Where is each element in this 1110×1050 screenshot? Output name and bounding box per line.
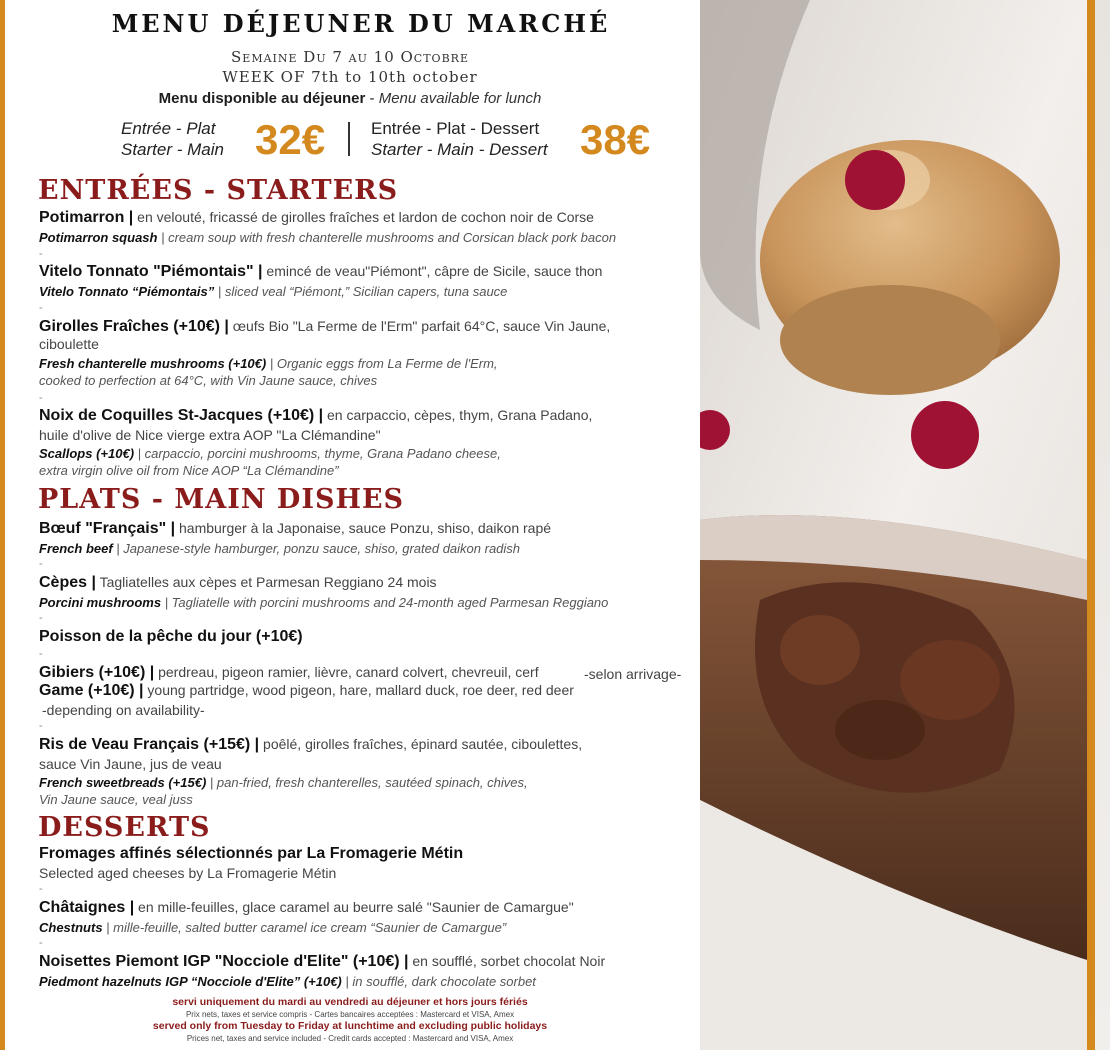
separator: - xyxy=(39,392,43,404)
dish-desc: poêlé, girolles fraîches, épinard sautée, ciboulettes, xyxy=(259,736,583,752)
separator: - xyxy=(39,648,43,660)
dish-title-en: French beef xyxy=(39,541,113,556)
main-4-fr xyxy=(39,664,539,682)
formula-2-price: 38€ xyxy=(580,116,651,163)
availability-sep: - xyxy=(365,90,379,107)
formula-1-en: Starter - Main xyxy=(121,140,224,159)
separator: - xyxy=(39,937,43,949)
dish-title: Ris de Veau Français (+15€) | xyxy=(39,736,260,753)
dish-desc-en: | sliced veal “Piémont,” Sicilian capers, tuna sauce xyxy=(214,284,508,299)
dessert-2-en xyxy=(39,919,506,935)
dish-desc-en: | pan-fried, fresh chanterelles, sautéed spinach, chives, xyxy=(206,775,528,790)
dessert-3-en xyxy=(39,973,536,989)
week-fr: Semaine Du 7 au 10 Octobre xyxy=(231,48,469,66)
dish-desc-en: | cream soup with fresh chanterelle mushrooms and Corsican black pork bacon xyxy=(157,230,617,245)
dish-title: Gibiers (+10€) | xyxy=(39,664,155,681)
starter-4-fr-cont: huile d'olive de Nice vierge extra AOP "La Clémandine" xyxy=(39,427,381,443)
starter-1-fr xyxy=(39,209,594,227)
availability-fr: Menu disponible au déjeuner xyxy=(158,90,366,107)
availability xyxy=(0,90,700,107)
dish-title: Girolles Fraîches (+10€) | xyxy=(39,318,229,335)
formula-2-fr: Entrée - Plat - Dessert xyxy=(371,119,540,138)
main-4-en-note: -depending on availability- xyxy=(42,702,205,718)
dish-desc-en: | Japanese-style hamburger, ponzu sauce, shiso, grated daikon radish xyxy=(112,541,521,556)
footer-en: served only from Tuesday to Friday at lunchtime and excluding public holidays xyxy=(152,1020,548,1032)
footer-en-small: Prices net, taxes and service included - Credit cards accepted : Mastercard and VISA, Amex xyxy=(186,1034,514,1043)
dish-desc-en: | carpaccio, porcini mushrooms, thyme, Grana Padano cheese, xyxy=(134,446,501,461)
main-5-en-cont: Vin Jaune sauce, veal juss xyxy=(39,792,193,807)
footer-fr: servi uniquement du mardi au vendredi au déjeuner et hors jours fériés xyxy=(172,996,528,1008)
main-4-fr-note: -selon arrivage- xyxy=(584,666,682,682)
dessert-2-fr xyxy=(39,899,574,917)
dish-title-en: Fresh chanterelle mushrooms (+10€) xyxy=(39,356,267,371)
dish-title: Fromages affinés sélectionnés par La Fromagerie Métin xyxy=(39,845,464,862)
dish-desc: œufs Bio "La Ferme de l'Erm" parfait 64°C, sauce Vin Jaune, xyxy=(228,318,611,334)
dish-title: Noisettes Piemont IGP "Nocciole d'Elite" (+10€) | xyxy=(39,953,409,970)
separator: - xyxy=(39,558,43,570)
formula-1-fr: Entrée - Plat xyxy=(121,119,216,138)
starter-3-fr xyxy=(39,318,610,336)
dessert-photo xyxy=(700,0,1087,1050)
section-desserts: DESSERTS xyxy=(38,812,211,843)
dish-title-en: Game (+10€) | xyxy=(39,682,144,699)
main-5-en xyxy=(39,774,528,790)
dish-desc: en mille-feuilles, glace caramel au beurre salé "Saunier de Camargue" xyxy=(134,899,574,915)
dessert-1-fr xyxy=(39,845,463,863)
main-4-en xyxy=(39,682,574,700)
dish-desc: en velouté, fricassé de girolles fraîches et lardon de cochon noir de Corse xyxy=(133,209,594,225)
dessert-3-fr xyxy=(39,953,605,971)
starter-3-fr-cont: ciboulette xyxy=(39,336,99,352)
dish-title: Noix de Coquilles St-Jacques (+10€) | xyxy=(39,407,324,424)
menu-title: MENU DÉJEUNER DU MARCHÉ xyxy=(111,9,611,38)
right-border xyxy=(1087,0,1095,1050)
section-mains: PLATS - MAIN DISHES xyxy=(38,484,405,515)
separator: - xyxy=(39,612,43,624)
starter-4-en-cont: extra virgin olive oil from Nice AOP “La Clémandine” xyxy=(39,463,339,478)
section-starters: ENTRÉES - STARTERS xyxy=(38,175,399,206)
formula-2-en: Starter - Main - Dessert xyxy=(371,140,548,159)
footer-fr-small: Prix nets, taxes et service compris - Cartes bancaires acceptées : Mastercard et VISA, Amex xyxy=(185,1010,515,1019)
dish-desc-en: young partridge, wood pigeon, hare, mallard duck, roe deer, red deer xyxy=(143,682,574,698)
starter-2-fr xyxy=(39,263,602,281)
separator: - xyxy=(39,883,43,895)
dish-title: Poisson de la pêche du jour (+10€) xyxy=(39,628,303,645)
main-5-fr-cont: sauce Vin Jaune, jus de veau xyxy=(39,756,222,772)
dish-desc: en soufflé, sorbet chocolat Noir xyxy=(408,953,606,969)
main-2-en xyxy=(39,594,608,610)
main-1-fr xyxy=(39,520,551,538)
starter-4-en xyxy=(39,445,501,461)
starter-2-en xyxy=(39,283,507,299)
starter-4-fr xyxy=(39,407,592,425)
starter-1-en xyxy=(39,229,616,245)
formula-1-price: 32€ xyxy=(255,116,326,163)
starter-3-en-cont: cooked to perfection at 64°C, with Vin Jaune sauce, chives xyxy=(39,373,378,388)
price-divider xyxy=(348,122,350,156)
main-5-fr xyxy=(39,736,582,754)
dish-title-en: Potimarron squash xyxy=(39,230,158,245)
week-en: WEEK OF 7th to 10th october xyxy=(222,68,478,86)
dish-desc: Tagliatelles aux cèpes et Parmesan Reggiano 24 mois xyxy=(95,574,437,590)
dish-desc: emincé de veau"Piémont", câpre de Sicile, sauce thon xyxy=(262,263,603,279)
dish-desc: perdreau, pigeon ramier, lièvre, canard colvert, chevreuil, cerf xyxy=(154,664,539,680)
dish-title-en: Vitelo Tonnato “Piémontais” xyxy=(39,284,215,299)
dish-title: Châtaignes | xyxy=(39,899,135,916)
dish-desc: hamburger à la Japonaise, sauce Ponzu, shiso, daikon rapé xyxy=(175,520,552,536)
dish-desc-en: | Organic eggs from La Ferme de l'Erm, xyxy=(266,356,498,371)
formula-2 xyxy=(371,118,691,164)
main-1-en xyxy=(39,540,520,556)
dish-desc-en: | in soufflé, dark chocolate sorbet xyxy=(341,974,536,989)
dessert-1-en: Selected aged cheeses by La Fromagerie Métin xyxy=(39,865,337,881)
main-2-fr xyxy=(39,574,437,592)
main-3-fr xyxy=(39,628,303,646)
dish-title: Cèpes | xyxy=(39,574,96,591)
dish-title-en: Piedmont hazelnuts IGP “Nocciole d'Elite” (+10€) xyxy=(39,974,342,989)
dish-title: Potimarron | xyxy=(39,209,134,226)
dish-title-en: Porcini mushrooms xyxy=(39,595,162,610)
dish-title-en: French sweetbreads (+15€) xyxy=(39,775,207,790)
availability-en: Menu available for lunch xyxy=(378,90,542,107)
starter-3-en xyxy=(39,355,498,371)
dish-title-en: Chestnuts xyxy=(39,920,103,935)
formula-1 xyxy=(121,118,361,164)
dish-title: Bœuf "Français" | xyxy=(39,520,176,537)
separator: - xyxy=(39,302,43,314)
dish-desc-en: | Tagliatelle with porcini mushrooms and 24-month aged Parmesan Reggiano xyxy=(161,595,609,610)
dish-desc-en: | mille-feuille, salted butter caramel ice cream “Saunier de Camargue” xyxy=(102,920,507,935)
photo-edge xyxy=(1095,0,1110,1050)
dish-desc: en carpaccio, cèpes, thym, Grana Padano, xyxy=(323,407,593,423)
dish-title-en: Scallops (+10€) xyxy=(39,446,135,461)
separator: - xyxy=(39,720,43,732)
dish-title: Vitelo Tonnato "Piémontais" | xyxy=(39,263,263,280)
separator: - xyxy=(39,248,43,260)
